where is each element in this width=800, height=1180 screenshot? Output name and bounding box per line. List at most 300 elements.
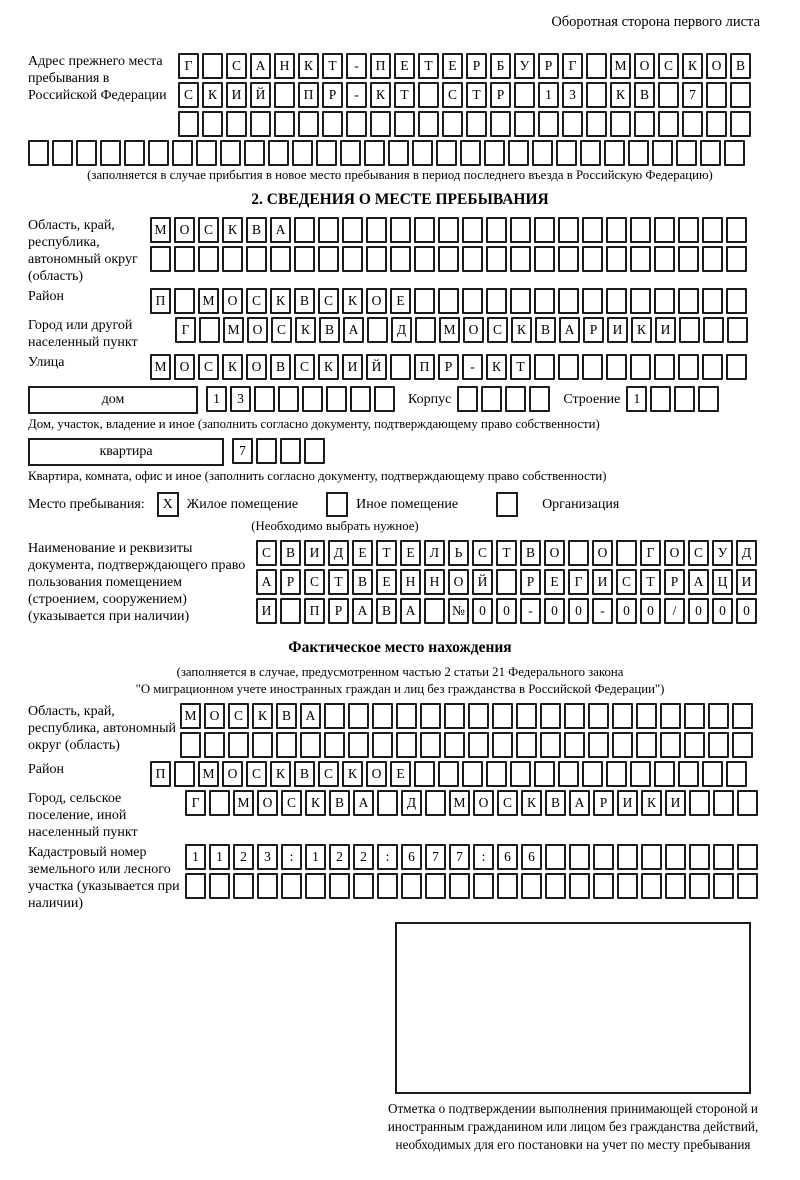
char-box xyxy=(521,873,542,899)
char-box xyxy=(529,386,550,412)
char-box xyxy=(442,111,463,137)
char-box: Т xyxy=(640,569,661,595)
char-box xyxy=(418,111,439,137)
char-box xyxy=(678,354,699,380)
char-box xyxy=(612,703,633,729)
char-box: Н xyxy=(400,569,421,595)
char-box xyxy=(457,386,478,412)
char-box: Н xyxy=(424,569,445,595)
char-box xyxy=(300,732,321,758)
char-box xyxy=(324,732,345,758)
char-box: С xyxy=(228,703,249,729)
char-box: 2 xyxy=(233,844,254,870)
char-box: Р xyxy=(520,569,541,595)
char-box xyxy=(294,217,315,243)
char-box xyxy=(726,217,747,243)
char-box xyxy=(278,386,299,412)
char-box xyxy=(612,732,633,758)
actual-district-label: Район xyxy=(28,762,64,777)
char-box: Г xyxy=(185,790,206,816)
char-box xyxy=(462,217,483,243)
char-box: А xyxy=(353,790,374,816)
char-box: Т xyxy=(418,53,439,79)
char-box: С xyxy=(318,761,339,787)
char-box xyxy=(367,317,388,343)
char-box: Л xyxy=(424,540,445,566)
char-box xyxy=(582,217,603,243)
char-box xyxy=(425,873,446,899)
char-box xyxy=(604,140,625,166)
char-box: С xyxy=(246,761,267,787)
char-box: К xyxy=(305,790,326,816)
char-box: Й xyxy=(250,82,271,108)
char-box: Й xyxy=(472,569,493,595)
char-box: В xyxy=(329,790,350,816)
actual-district-block xyxy=(28,761,772,787)
char-box: И xyxy=(342,354,363,380)
char-box xyxy=(420,703,441,729)
char-box: 0 xyxy=(472,598,493,624)
char-box xyxy=(558,761,579,787)
other-premises-checkbox[interactable] xyxy=(326,492,348,517)
char-box: - xyxy=(346,53,367,79)
char-box: В xyxy=(730,53,751,79)
char-box: О xyxy=(174,217,195,243)
char-box: Д xyxy=(391,317,412,343)
region-label: Область, край, республика, автономный округ (область) xyxy=(28,218,138,284)
char-box: В xyxy=(520,540,541,566)
char-box: О xyxy=(592,540,613,566)
char-box xyxy=(185,873,206,899)
char-box xyxy=(538,111,559,137)
cadastre-row-2 xyxy=(185,873,761,899)
char-box xyxy=(326,386,347,412)
char-box xyxy=(492,703,513,729)
char-box xyxy=(630,217,651,243)
char-box: О xyxy=(473,790,494,816)
char-box xyxy=(534,761,555,787)
char-box: В xyxy=(535,317,556,343)
char-box xyxy=(586,53,607,79)
actual-city-row xyxy=(185,790,761,816)
char-box xyxy=(678,246,699,272)
char-box xyxy=(174,761,195,787)
char-box xyxy=(586,82,607,108)
char-box xyxy=(486,288,507,314)
char-box: О xyxy=(448,569,469,595)
char-box: К xyxy=(641,790,662,816)
char-box: 3 xyxy=(257,844,278,870)
char-box xyxy=(510,761,531,787)
char-box xyxy=(76,140,97,166)
actual-location-title: Фактическое место нахождения xyxy=(288,639,512,656)
char-box xyxy=(510,288,531,314)
char-box xyxy=(545,873,566,899)
char-box: 1 xyxy=(185,844,206,870)
char-box xyxy=(586,111,607,137)
char-box xyxy=(318,217,339,243)
char-box: А xyxy=(688,569,709,595)
char-box xyxy=(660,703,681,729)
char-box xyxy=(124,140,145,166)
char-box: П xyxy=(370,53,391,79)
char-box xyxy=(449,873,470,899)
char-box xyxy=(606,246,627,272)
char-box: С xyxy=(472,540,493,566)
char-box: М xyxy=(150,217,171,243)
char-box xyxy=(202,111,223,137)
char-box: Т xyxy=(376,540,397,566)
char-box xyxy=(562,111,583,137)
char-box xyxy=(534,217,555,243)
char-box: А xyxy=(250,53,271,79)
apartment-cells xyxy=(232,438,328,464)
char-box xyxy=(684,703,705,729)
char-box: А xyxy=(343,317,364,343)
char-box xyxy=(174,246,195,272)
char-box xyxy=(505,386,526,412)
char-box xyxy=(630,288,651,314)
char-box xyxy=(702,354,723,380)
city-label: Город или другой населенный пункт xyxy=(28,318,138,350)
document-block xyxy=(28,540,772,625)
char-box xyxy=(678,217,699,243)
char-box: И xyxy=(655,317,676,343)
char-box xyxy=(292,140,313,166)
char-box: Р xyxy=(280,569,301,595)
char-box: - xyxy=(346,82,367,108)
char-box xyxy=(580,140,601,166)
char-box: Р xyxy=(664,569,685,595)
char-box: Р xyxy=(322,82,343,108)
stamp-caption: Отметка о подтверждении выполнения принимающей стороной и иностранным гражданином или лицом без гражданства действий, необходимых для его постановки на учет по месту пребывания xyxy=(387,1101,759,1152)
char-box: Й xyxy=(366,354,387,380)
char-box: Г xyxy=(175,317,196,343)
char-box: К xyxy=(202,82,223,108)
char-box xyxy=(244,140,265,166)
char-box: И xyxy=(592,569,613,595)
char-box xyxy=(689,873,710,899)
char-box xyxy=(534,288,555,314)
char-box: - xyxy=(520,598,541,624)
char-box: Е xyxy=(442,53,463,79)
char-box xyxy=(280,438,301,464)
char-box xyxy=(490,111,511,137)
char-box xyxy=(652,140,673,166)
char-box xyxy=(374,386,395,412)
char-box xyxy=(654,246,675,272)
char-box xyxy=(372,703,393,729)
char-box: У xyxy=(712,540,733,566)
char-box: Т xyxy=(322,53,343,79)
char-box: И xyxy=(256,598,277,624)
document-row-1 xyxy=(256,540,760,566)
prev-address-row-1 xyxy=(178,53,754,79)
char-box xyxy=(420,732,441,758)
char-box: Г xyxy=(640,540,661,566)
char-box xyxy=(254,386,275,412)
char-box: К xyxy=(298,53,319,79)
char-box xyxy=(713,790,734,816)
char-box xyxy=(630,761,651,787)
cadastre-label: Кадастровый номер земельного или лесного участка (указывается при наличии) xyxy=(28,845,180,911)
char-box: В xyxy=(319,317,340,343)
char-box xyxy=(508,140,529,166)
char-box xyxy=(730,82,751,108)
char-box xyxy=(654,354,675,380)
char-box xyxy=(702,246,723,272)
char-box xyxy=(324,703,345,729)
char-box xyxy=(540,732,561,758)
char-box xyxy=(348,703,369,729)
char-box xyxy=(732,732,753,758)
char-box: 1 xyxy=(305,844,326,870)
char-box xyxy=(641,873,662,899)
char-box xyxy=(606,354,627,380)
char-box: С xyxy=(616,569,637,595)
char-box xyxy=(727,317,748,343)
char-box xyxy=(732,703,753,729)
char-box: В xyxy=(276,703,297,729)
char-box xyxy=(414,217,435,243)
residential-checkbox[interactable]: X xyxy=(157,492,179,517)
char-box: И xyxy=(665,790,686,816)
char-box xyxy=(702,217,723,243)
back-side-note: Оборотная сторона первого листа xyxy=(551,14,760,30)
char-box xyxy=(582,246,603,272)
char-box xyxy=(390,246,411,272)
char-box: Р xyxy=(490,82,511,108)
char-box: Р xyxy=(328,598,349,624)
char-box: М xyxy=(150,354,171,380)
char-box xyxy=(412,140,433,166)
char-box xyxy=(322,111,343,137)
char-box xyxy=(700,140,721,166)
char-box xyxy=(641,844,662,870)
char-box: 1 xyxy=(209,844,230,870)
char-box: 0 xyxy=(496,598,517,624)
char-box: А xyxy=(300,703,321,729)
char-box xyxy=(274,82,295,108)
char-box xyxy=(204,732,225,758)
char-box xyxy=(654,761,675,787)
char-box xyxy=(388,140,409,166)
char-box xyxy=(582,288,603,314)
previous-address-label: Адрес прежнего места пребывания в Российской Федерации xyxy=(28,54,167,103)
char-box xyxy=(390,217,411,243)
char-box: В xyxy=(270,354,291,380)
char-box xyxy=(370,111,391,137)
char-box xyxy=(564,732,585,758)
apartment-label-box: квартира xyxy=(28,438,224,466)
district-block xyxy=(28,288,772,314)
char-box: Е xyxy=(394,53,415,79)
char-box: С xyxy=(497,790,518,816)
char-box xyxy=(228,732,249,758)
char-box: К xyxy=(610,82,631,108)
char-box: / xyxy=(664,598,685,624)
stay-type-note: (Необходимо выбрать нужное) xyxy=(251,519,419,533)
char-box xyxy=(401,873,422,899)
char-box: М xyxy=(439,317,460,343)
char-box: П xyxy=(304,598,325,624)
char-box xyxy=(468,703,489,729)
char-box xyxy=(658,82,679,108)
char-box xyxy=(178,111,199,137)
char-box: С xyxy=(198,354,219,380)
char-box xyxy=(684,732,705,758)
char-box: К xyxy=(318,354,339,380)
region-block xyxy=(28,217,772,285)
char-box xyxy=(438,288,459,314)
char-box xyxy=(665,844,686,870)
char-box: П xyxy=(150,288,171,314)
char-box xyxy=(174,288,195,314)
char-box xyxy=(724,140,745,166)
char-box xyxy=(294,246,315,272)
char-box xyxy=(394,111,415,137)
char-box xyxy=(425,790,446,816)
char-box xyxy=(658,111,679,137)
char-box: О xyxy=(246,354,267,380)
char-box: И xyxy=(226,82,247,108)
apartment-caption: Квартира, комната, офис и иное (заполнить согласно документу, подтверждающему право собственности) xyxy=(28,469,607,483)
char-box xyxy=(350,386,371,412)
char-box xyxy=(582,761,603,787)
char-box: - xyxy=(592,598,613,624)
char-box: О xyxy=(204,703,225,729)
char-box: А xyxy=(400,598,421,624)
previous-address-block xyxy=(28,53,772,137)
char-box: О xyxy=(544,540,565,566)
char-box xyxy=(726,354,747,380)
char-box: О xyxy=(366,288,387,314)
char-box: Е xyxy=(390,761,411,787)
char-box: - xyxy=(462,354,483,380)
char-box xyxy=(654,217,675,243)
char-box xyxy=(274,111,295,137)
char-box xyxy=(444,732,465,758)
char-box xyxy=(438,217,459,243)
char-box xyxy=(726,761,747,787)
cadastre-block xyxy=(28,844,772,912)
char-box: 1 xyxy=(538,82,559,108)
organization-checkbox[interactable] xyxy=(496,492,518,517)
char-box xyxy=(514,111,535,137)
char-box xyxy=(650,386,671,412)
char-box: 0 xyxy=(616,598,637,624)
char-box xyxy=(726,288,747,314)
cadastre-row-1 xyxy=(185,844,761,870)
char-box: С xyxy=(294,354,315,380)
char-box xyxy=(665,873,686,899)
char-box xyxy=(281,873,302,899)
char-box xyxy=(444,703,465,729)
char-box xyxy=(233,873,254,899)
char-box xyxy=(569,873,590,899)
char-box xyxy=(276,732,297,758)
char-box: М xyxy=(449,790,470,816)
char-box: В xyxy=(634,82,655,108)
document-label: Наименование и реквизиты документа, подтверждающего право пользования помещением (строением, сооружением) (указывается при наличии) xyxy=(28,541,246,624)
char-box xyxy=(377,873,398,899)
char-box: К xyxy=(486,354,507,380)
char-box: К xyxy=(222,217,243,243)
char-box: К xyxy=(252,703,273,729)
char-box: К xyxy=(342,288,363,314)
char-box: 0 xyxy=(712,598,733,624)
char-box: 0 xyxy=(568,598,589,624)
char-box xyxy=(497,873,518,899)
char-box: Р xyxy=(593,790,614,816)
document-row-2 xyxy=(256,569,760,595)
char-box: С xyxy=(304,569,325,595)
char-box xyxy=(280,598,301,624)
char-box: О xyxy=(366,761,387,787)
char-box: А xyxy=(256,569,277,595)
char-box xyxy=(100,140,121,166)
char-box: С xyxy=(271,317,292,343)
char-box: К xyxy=(511,317,532,343)
char-box xyxy=(689,790,710,816)
char-box: К xyxy=(631,317,652,343)
char-box xyxy=(496,569,517,595)
char-box xyxy=(246,246,267,272)
house-label-box: дом xyxy=(28,386,198,414)
char-box xyxy=(199,317,220,343)
char-box xyxy=(486,246,507,272)
char-box xyxy=(630,354,651,380)
char-box xyxy=(372,732,393,758)
char-box xyxy=(342,217,363,243)
char-box xyxy=(593,844,614,870)
street-block xyxy=(28,354,772,380)
char-box xyxy=(516,703,537,729)
char-box xyxy=(676,140,697,166)
char-box: С xyxy=(658,53,679,79)
other-premises-label: Иное помещение xyxy=(356,496,459,512)
char-box: 0 xyxy=(688,598,709,624)
char-box: И xyxy=(736,569,757,595)
char-box: В xyxy=(280,540,301,566)
prev-address-row-2 xyxy=(178,82,754,108)
char-box: К xyxy=(270,288,291,314)
char-box xyxy=(298,111,319,137)
char-box: Т xyxy=(496,540,517,566)
char-box: К xyxy=(370,82,391,108)
street-label: Улица xyxy=(28,355,65,370)
char-box: И xyxy=(617,790,638,816)
char-box xyxy=(462,246,483,272)
char-box: 6 xyxy=(401,844,422,870)
char-box: А xyxy=(569,790,590,816)
char-box xyxy=(366,217,387,243)
char-box xyxy=(737,873,758,899)
char-box xyxy=(198,246,219,272)
char-box xyxy=(737,790,758,816)
char-box: Г xyxy=(562,53,583,79)
char-box xyxy=(682,111,703,137)
char-box xyxy=(462,288,483,314)
char-box xyxy=(414,761,435,787)
char-box xyxy=(52,140,73,166)
char-box: В xyxy=(352,569,373,595)
actual-region-row-1 xyxy=(180,703,756,729)
stroenie-label: Строение xyxy=(563,392,621,407)
char-box xyxy=(268,140,289,166)
char-box: М xyxy=(180,703,201,729)
char-box: К xyxy=(342,761,363,787)
